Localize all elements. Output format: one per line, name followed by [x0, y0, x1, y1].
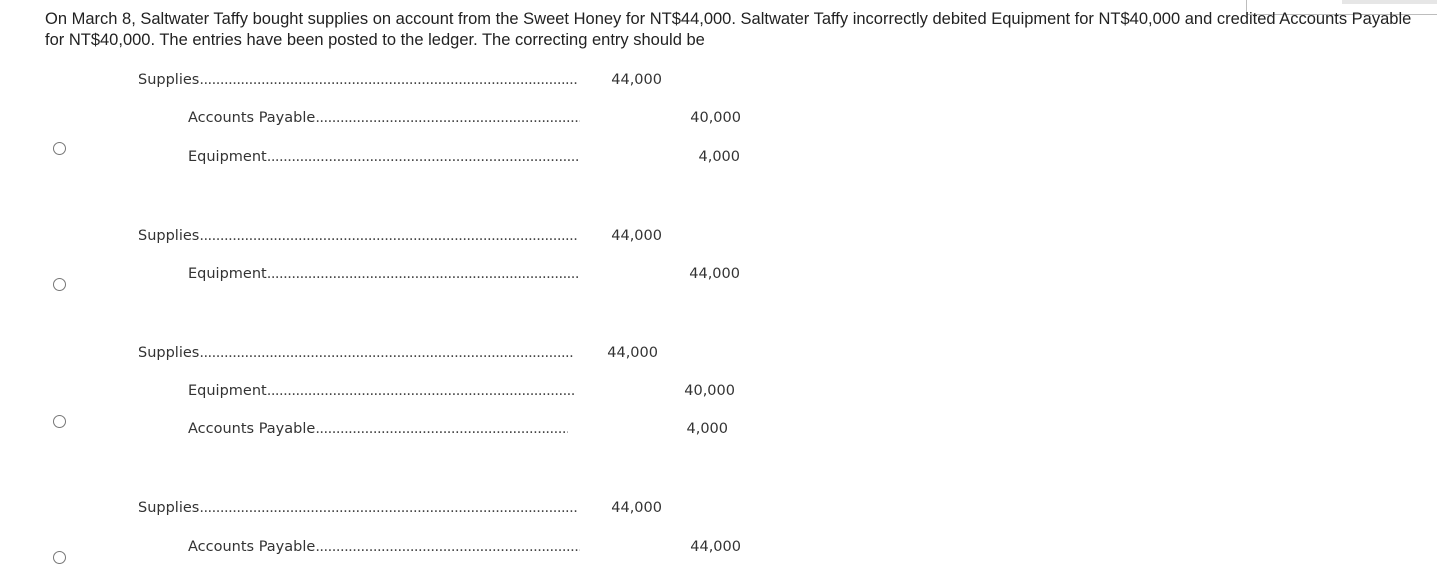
- account-name: Supplies .....: [138, 345, 574, 361]
- account-name: Equipment .....: [188, 149, 578, 165]
- credit-line: [188, 147, 578, 167]
- account-name: Supplies .....: [138, 228, 578, 244]
- account-name: Equipment .....: [188, 266, 578, 282]
- top-right-widget-bar: [1342, 0, 1437, 4]
- account-name: Supplies .....: [138, 500, 578, 516]
- radio-button-option-4[interactable]: [53, 551, 66, 564]
- credit-amount: 44,000: [690, 539, 741, 555]
- credit-amount: 44,000: [689, 266, 740, 282]
- debit-line: [138, 498, 578, 518]
- radio-button-option-3[interactable]: [53, 415, 66, 428]
- credit-amount: 4,000: [698, 149, 740, 165]
- debit-amount: 44,000: [611, 228, 662, 244]
- account-name: Equipment .....: [188, 383, 574, 399]
- credit-amount: 40,000: [690, 110, 741, 126]
- debit-amount: 44,000: [607, 345, 658, 361]
- question-text: On March 8, Saltwater Taffy bought supplies on account from the Sweet Honey for NT$44,000. Saltwater Taffy incorrectly debited Equipment for NT$40,000 and credited Accounts Payable for NT$40,000. The entries have been posted to the ledger. The correcting entry should be: [45, 10, 1412, 49]
- credit-line: [188, 537, 580, 557]
- debit-line: [138, 343, 574, 363]
- account-name: Accounts Payable .....: [188, 110, 580, 126]
- credit-amount: 4,000: [686, 421, 728, 437]
- radio-button-option-1[interactable]: [53, 142, 66, 155]
- credit-line: [188, 419, 568, 439]
- credit-line: [188, 264, 578, 284]
- debit-line: [138, 226, 578, 246]
- radio-button-option-2[interactable]: [53, 278, 66, 291]
- account-name: Accounts Payable .....: [188, 421, 568, 437]
- debit-line: [138, 70, 578, 90]
- debit-amount: 44,000: [611, 72, 662, 88]
- credit-line: [188, 381, 574, 401]
- account-name: Accounts Payable .....: [188, 539, 580, 555]
- account-name: Supplies .....: [138, 72, 578, 88]
- credit-line: [188, 108, 580, 128]
- debit-amount: 44,000: [611, 500, 662, 516]
- credit-amount: 40,000: [684, 383, 735, 399]
